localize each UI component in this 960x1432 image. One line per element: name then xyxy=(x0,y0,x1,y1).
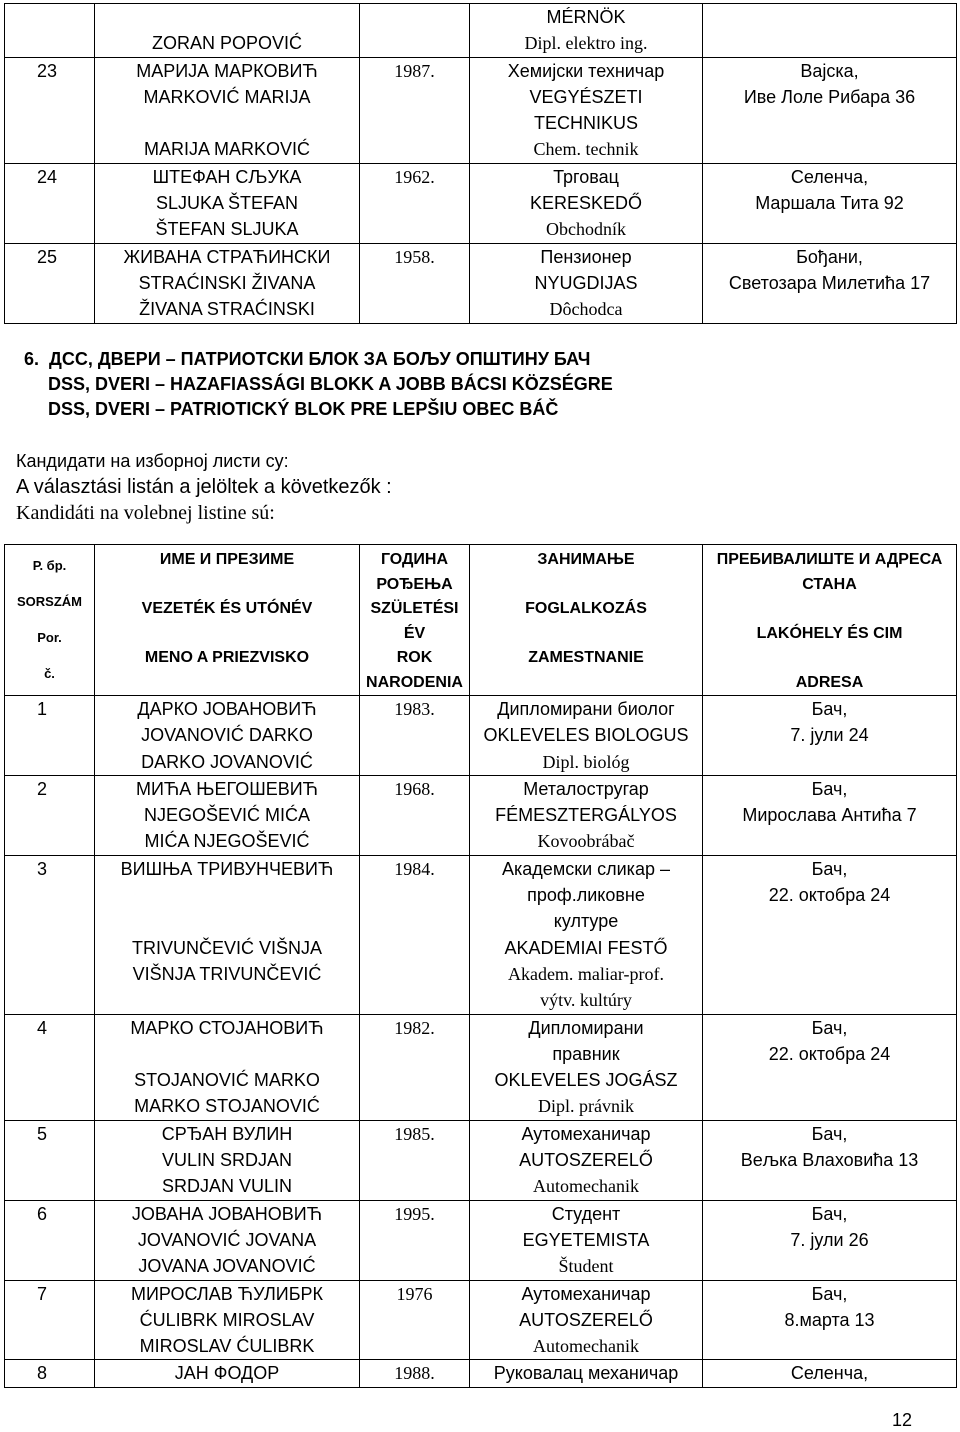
intro-serbian: Кандидати на изборној листи су: xyxy=(16,451,289,471)
occupation-line: Студент xyxy=(551,1203,621,1224)
name-line xyxy=(95,1041,359,1067)
name-cell xyxy=(95,696,360,776)
year-cell: 1983. xyxy=(360,696,470,776)
address-cell xyxy=(703,1014,957,1120)
name-line: ĆULIBRK MIROSLAV xyxy=(139,1309,315,1330)
table-row xyxy=(5,1200,957,1280)
header-line xyxy=(703,597,956,622)
occupation-line: Трговац xyxy=(553,166,619,187)
address-cell xyxy=(703,775,957,855)
occupation-cell xyxy=(470,696,703,776)
year-cell: 1968. xyxy=(360,775,470,855)
occupation-line: културе xyxy=(553,911,619,932)
occupation-line: Металостругар xyxy=(523,778,649,799)
occupation-cell xyxy=(470,1200,703,1280)
occupation-cell xyxy=(470,57,703,163)
intro-hungarian: A választási listán a jelöltek a következők : xyxy=(16,476,392,498)
name-line: МАРИЈА МАРКОВИЋ xyxy=(136,60,318,81)
list-name-hungarian: DSS, DVERI – HAZAFIASSÁGI BLOKK A JOBB BÁCSI KÖZSÉGRE xyxy=(48,374,613,394)
occupation-line: Хемијски техничар xyxy=(507,60,665,81)
header-line: LAKÓHELY ÉS CIM xyxy=(756,624,903,642)
occupation-line: EGYETEMISTA xyxy=(522,1229,650,1250)
name-cell xyxy=(95,1014,360,1120)
occupation-line: Automechanik xyxy=(533,1176,639,1197)
list-name-slovak: DSS, DVERI – PATRIOTICKÝ BLOK PRE LEPŠIU OBEC BÁČ xyxy=(48,399,559,419)
name-line: СРЂАН ВУЛИН xyxy=(161,1123,293,1144)
name-line: STRAĆINSKI ŽIVANA xyxy=(138,272,316,293)
name-line: ŽIVANA STRAĆINSKI xyxy=(139,299,315,320)
row-number-cell: 8 xyxy=(5,1360,95,1387)
address-line: Бач, xyxy=(811,1123,848,1144)
address-line: 22. октобра 24 xyxy=(768,1043,891,1064)
row-number-cell: 5 xyxy=(5,1120,95,1200)
row-number-cell: 24 xyxy=(5,163,95,243)
header-year xyxy=(360,545,470,696)
list-heading xyxy=(24,347,613,422)
name-line: SRDJAN VULIN xyxy=(161,1176,293,1197)
occupation-line: FÉMESZTERGÁLYOS xyxy=(495,805,677,826)
address-line: Иве Лоле Рибара 36 xyxy=(743,86,916,107)
address-line: Бач, xyxy=(811,699,848,719)
name-cell xyxy=(95,1280,360,1360)
name-line: МАРКО СТОЈАНОВИЋ xyxy=(130,1017,324,1038)
occupation-line: Академски сликар – xyxy=(502,858,670,879)
occupation-cell xyxy=(470,1360,703,1387)
name-cell xyxy=(95,775,360,855)
header-address xyxy=(703,545,957,696)
occupation-line: KERESKEDŐ xyxy=(529,193,643,214)
name-line: DARKO JOVANOVIĆ xyxy=(141,751,313,772)
occupation-line: Дипломирани xyxy=(528,1017,644,1038)
header-number xyxy=(5,545,95,696)
name-cell xyxy=(95,163,360,243)
name-line: NJEGOŠEVIĆ MIĆA xyxy=(143,805,311,826)
occupation-line: MÉRNÖK xyxy=(546,7,626,27)
occupation-line: Kovoobrábač xyxy=(537,831,635,852)
row-number-cell: 2 xyxy=(5,775,95,855)
header-line xyxy=(95,622,359,647)
occupation-cell xyxy=(470,163,703,243)
address-line: Вајска, xyxy=(800,60,859,81)
row-number-cell: 7 xyxy=(5,1280,95,1360)
address-cell xyxy=(703,57,957,163)
address-line: Селенча, xyxy=(790,1363,869,1384)
occupation-line: Dipl. právnik xyxy=(538,1096,634,1117)
occupation-line: Дипломирани биолог xyxy=(497,699,675,719)
occupation-line: Dipl. biológ xyxy=(542,751,630,772)
address-line: Маршала Тита 92 xyxy=(755,193,904,214)
address-cell xyxy=(703,855,957,1014)
name-line xyxy=(95,882,359,908)
row-number-cell: 4 xyxy=(5,1014,95,1120)
name-line xyxy=(95,908,359,934)
address-line: 7. јули 26 xyxy=(790,1229,869,1250)
row-number-cell: 3 xyxy=(5,855,95,1014)
address-line: Бач, xyxy=(811,778,848,799)
occupation-cell xyxy=(470,1120,703,1200)
occupation-line: Аутомеханичар xyxy=(521,1123,651,1144)
name-line: SLJUKA ŠTEFAN xyxy=(155,193,299,214)
occupation-cell xyxy=(470,855,703,1014)
year-cell: 1988. xyxy=(360,1360,470,1387)
address-cell xyxy=(703,696,957,776)
occupation-line: AUTOSZERELŐ xyxy=(519,1309,653,1330)
name-line: МИЋА ЊЕГОШЕВИЋ xyxy=(135,778,319,799)
table-row xyxy=(5,4,957,58)
name-line: JOVANA JOVANOVIĆ xyxy=(138,1256,316,1277)
header-line xyxy=(470,573,702,598)
address-line: Вељка Влаховића 13 xyxy=(740,1150,919,1171)
header-line: ПРЕБИВАЛИШТЕ И АДРЕСА xyxy=(716,551,943,568)
address-line: Бач, xyxy=(811,1203,848,1224)
address-cell xyxy=(703,1360,957,1387)
name-line: STOJANOVIĆ MARKO xyxy=(134,1070,320,1091)
year-cell: 1984. xyxy=(360,855,470,1014)
occupation-line: Руковалац механичар xyxy=(493,1363,679,1384)
address-line: Светозара Милетића 17 xyxy=(728,272,931,293)
occupation-line: Študent xyxy=(558,1256,614,1277)
row-number-cell: 1 xyxy=(5,696,95,776)
row-number-cell xyxy=(5,4,95,58)
header-line: Por. xyxy=(37,630,62,645)
occupation-line: OKLEVELES BIOLOGUS xyxy=(483,725,689,746)
name-line xyxy=(95,4,359,30)
address-cell xyxy=(703,243,957,323)
occupation-line: OKLEVELES JOGÁSZ xyxy=(494,1070,678,1091)
name-line xyxy=(95,110,359,136)
name-cell xyxy=(95,57,360,163)
occupation-line: Chem. technik xyxy=(533,139,639,160)
occupation-line: Akadem. maliar-prof. xyxy=(507,963,665,984)
header-line: SZÜLETÉSI xyxy=(370,600,459,617)
name-line: ZORAN POPOVIĆ xyxy=(151,33,303,54)
occupation-line: výtv. kultúry xyxy=(540,990,632,1011)
header-line: MENO A PRIEZVISKO xyxy=(144,649,310,666)
name-line: ЈАН ФОДОР xyxy=(174,1363,280,1384)
header-line: ZAMESTNANIE xyxy=(528,649,644,666)
address-line: 8.марта 13 xyxy=(784,1309,875,1330)
table-row xyxy=(5,1014,957,1120)
occupation-line: TECHNIKUS xyxy=(533,113,638,134)
name-line: MARIJA MARKOVIĆ xyxy=(143,139,311,160)
address-line: Бач, xyxy=(811,858,848,879)
row-number-cell: 25 xyxy=(5,243,95,323)
name-cell xyxy=(95,1360,360,1387)
row-number-cell: 23 xyxy=(5,57,95,163)
name-line: ЖИВАНА СТРАЋИНСКИ xyxy=(123,246,331,267)
table-row xyxy=(5,1280,957,1360)
table-row xyxy=(5,243,957,323)
header-line: Р. бр. xyxy=(32,558,67,573)
year-cell: 1985. xyxy=(360,1120,470,1200)
address-cell xyxy=(703,4,957,58)
list-name-serbian: ДСС, ДВЕРИ – ПАТРИОТСКИ БЛОК ЗА БОЉУ ОПШТИНУ БАЧ xyxy=(49,349,591,369)
header-occupation xyxy=(470,545,703,696)
address-line: Бођани, xyxy=(796,246,863,267)
candidates-intro xyxy=(16,448,392,526)
name-line: ŠTEFAN SLJUKA xyxy=(155,219,299,240)
address-line: 7. јули 24 xyxy=(790,725,869,746)
table-row xyxy=(5,1120,957,1200)
name-line: TRIVUNČEVIĆ VIŠNJA xyxy=(131,937,323,958)
table-row xyxy=(5,1360,957,1387)
occupation-line: AUTOSZERELŐ xyxy=(519,1150,653,1171)
name-cell xyxy=(95,4,360,58)
occupation-line: Automechanik xyxy=(533,1336,639,1357)
occupation-cell xyxy=(470,1280,703,1360)
year-cell: 1976 xyxy=(360,1280,470,1360)
header-name xyxy=(95,545,360,696)
occupation-line: AKADEMIAI FESTŐ xyxy=(504,937,668,958)
header-line xyxy=(470,622,702,647)
header-line: ROK xyxy=(396,649,433,666)
occupation-line: Dôchodca xyxy=(549,299,623,320)
year-cell: 1962. xyxy=(360,163,470,243)
name-line: VULIN SRDJAN xyxy=(161,1150,293,1171)
address-line xyxy=(703,4,956,30)
address-cell xyxy=(703,163,957,243)
name-cell xyxy=(95,855,360,1014)
year-cell: 1987. xyxy=(360,57,470,163)
occupation-line: проф.ликовне xyxy=(527,885,645,906)
header-line: ЗАНИМАЊЕ xyxy=(537,551,635,568)
address-line: Селенча, xyxy=(790,166,869,187)
occupation-cell xyxy=(470,1014,703,1120)
year-cell: 1958. xyxy=(360,243,470,323)
header-line xyxy=(95,573,359,598)
year-cell: 1995. xyxy=(360,1200,470,1280)
header-line xyxy=(703,646,956,671)
table-row xyxy=(5,163,957,243)
name-line: MARKO STOJANOVIĆ xyxy=(134,1096,320,1117)
name-cell xyxy=(95,1200,360,1280)
address-line xyxy=(703,30,956,56)
name-cell xyxy=(95,1120,360,1200)
name-line: ДАРКО ЈОВАНОВИЋ xyxy=(137,699,317,719)
table-row xyxy=(5,696,957,776)
header-line: РОЂЕЊА xyxy=(376,575,453,593)
occupation-line: Obchodník xyxy=(546,219,626,240)
name-cell xyxy=(95,243,360,323)
name-line: МИРОСЛАВ ЋУЛИБРК xyxy=(130,1283,324,1304)
table-row xyxy=(5,57,957,163)
name-line: ЈОВАНА ЈОВАНОВИЋ xyxy=(131,1203,323,1224)
name-line: MARKOVIĆ MARIJA xyxy=(143,86,311,107)
occupation-cell xyxy=(470,243,703,323)
year-cell xyxy=(360,4,470,58)
table-row xyxy=(5,775,957,855)
address-line: Бач, xyxy=(811,1017,848,1038)
candidates-table xyxy=(4,544,957,1388)
name-line: JOVANOVIĆ DARKO xyxy=(141,725,313,746)
occupation-line: VEGYÉSZETI xyxy=(529,86,643,107)
previous-list-table xyxy=(4,3,957,324)
header-line: ADRESA xyxy=(795,673,864,691)
address-line: 22. октобра 24 xyxy=(768,885,891,906)
name-line: VIŠNJA TRIVUNČEVIĆ xyxy=(132,963,322,984)
table-row xyxy=(5,855,957,1014)
address-cell xyxy=(703,1120,957,1200)
occupation-line: Пензионер xyxy=(540,246,632,267)
header-line: VEZETÉK ÉS UTÓNÉV xyxy=(141,600,313,617)
name-line: ШТЕФАН СЉУКА xyxy=(152,166,302,187)
header-line: ÉV xyxy=(403,624,426,642)
header-line: č. xyxy=(44,666,55,681)
address-line: Бач, xyxy=(811,1283,848,1304)
table-header-row xyxy=(5,545,957,696)
page-number: 12 xyxy=(891,1410,912,1430)
header-line: ИМЕ И ПРЕЗИМЕ xyxy=(159,551,295,568)
header-line: FOGLALKOZÁS xyxy=(525,600,647,617)
occupation-line: NYUGDIJAS xyxy=(534,272,638,293)
address-cell xyxy=(703,1280,957,1360)
address-cell xyxy=(703,1200,957,1280)
header-line: ГОДИНА xyxy=(380,551,449,568)
name-line: MIROSLAV ĆULIBRK xyxy=(139,1336,315,1357)
name-line: ВИШЊА ТРИВУНЧЕВИЋ xyxy=(120,858,334,879)
intro-slovak: Kandidáti na volebnej listine sú: xyxy=(16,502,275,524)
occupation-line: Dipl. elektro ing. xyxy=(524,33,648,54)
occupation-line: Аутомеханичар xyxy=(521,1283,651,1304)
name-line: MIĆA NJEGOŠEVIĆ xyxy=(144,831,310,852)
list-number: 6. xyxy=(24,349,40,369)
occupation-line: правник xyxy=(552,1043,620,1064)
address-line: Мирослава Антића 7 xyxy=(742,805,917,826)
header-line: СТАНА xyxy=(802,575,857,593)
header-line: NARODENIA xyxy=(366,673,463,691)
year-cell: 1982. xyxy=(360,1014,470,1120)
name-line: JOVANOVIĆ JOVANA xyxy=(137,1229,317,1250)
row-number-cell: 6 xyxy=(5,1200,95,1280)
occupation-cell xyxy=(470,4,703,58)
header-line: SORSZÁM xyxy=(17,594,82,609)
occupation-cell xyxy=(470,775,703,855)
